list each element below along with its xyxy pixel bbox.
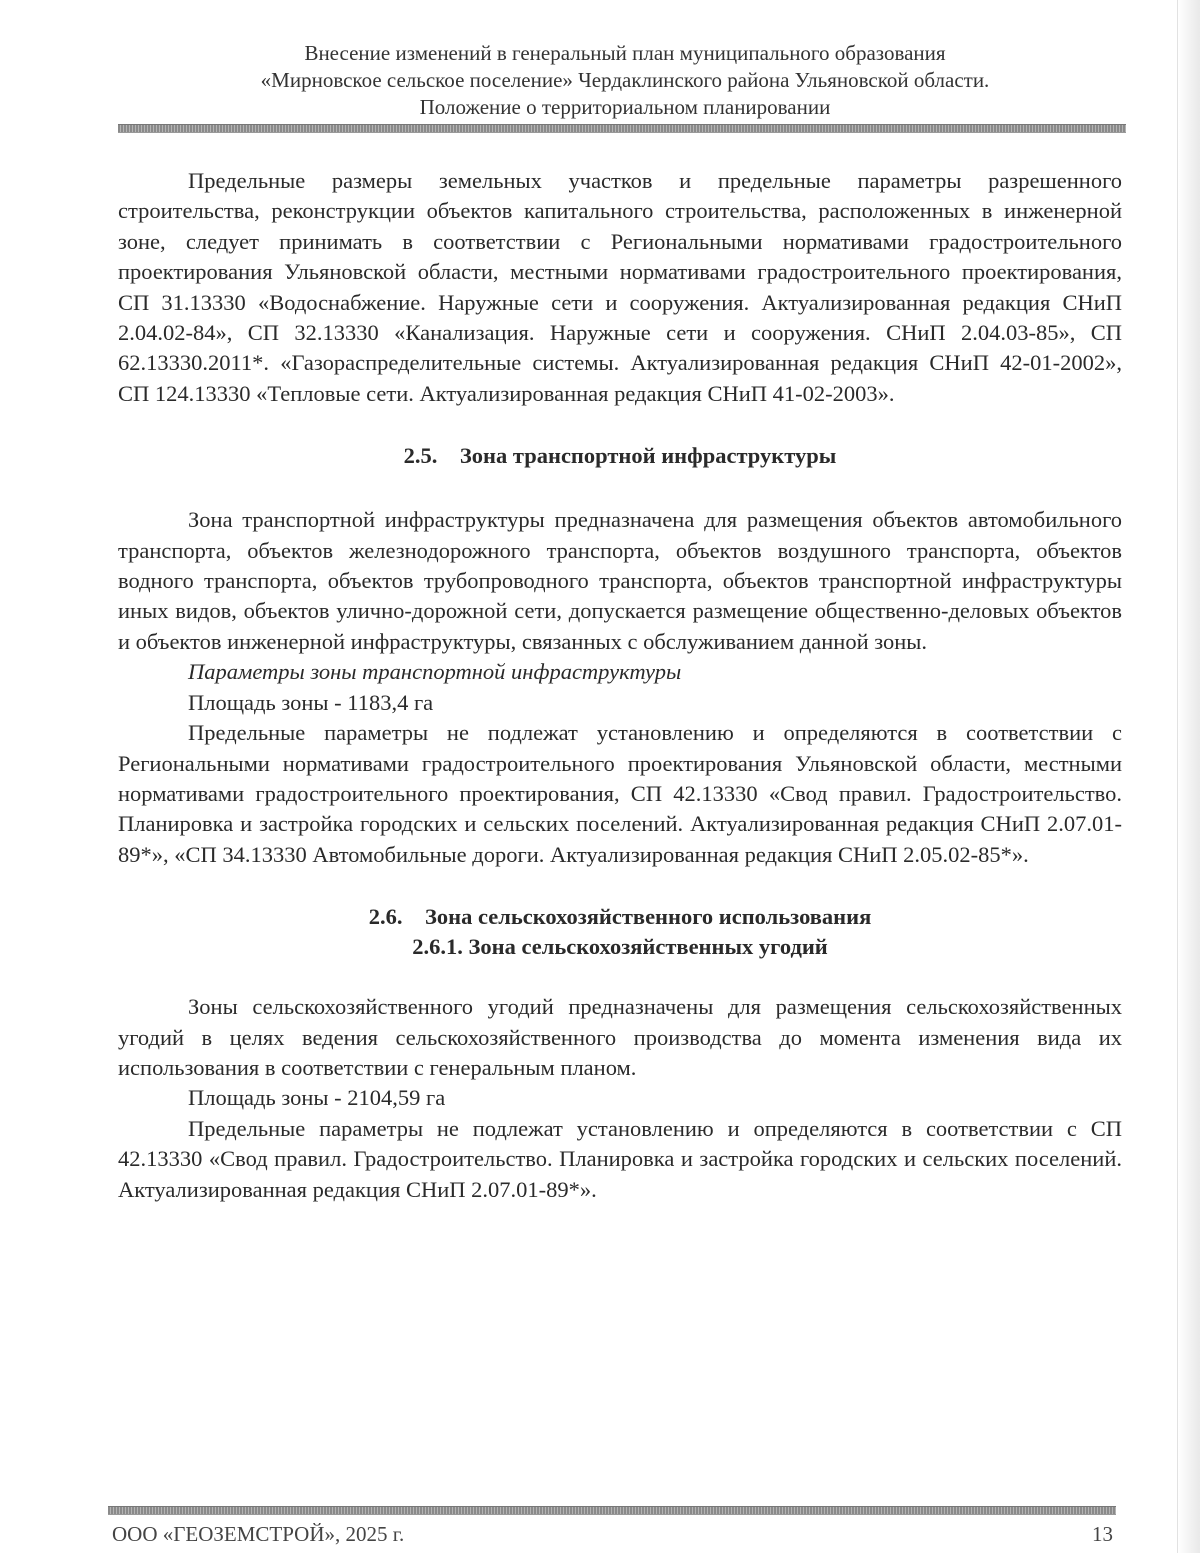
section-2-6-description: Зоны сельскохозяйственного угодий предназначены для размещения сельскохозяйственных угодий в целях ведения сельскохозяйственного производства до момента изменения вида их использования в соответствии с генеральным планом. xyxy=(118,994,1122,1080)
intro-paragraph: Предельные размеры земельных участков и предельные параметры разрешенного строительства, реконструкции объектов капитального строительства, расположенных в инженерной зоне, следует принимать в соответствии с Региональными нормативами градостроительного проектирования Ульяновской области, местными нормативами градостроительного проектирования, СП 31.13330 «Водоснабжение. Наружные сети и сооружения. Актуализированная редакция СНиП 2.04.02-84», СП 32.13330 «Канализация. Наружные сети и сооружения. СНиП 2.04.03-85», СП 62.13330.2011*. «Газораспределительные системы. Актуализированная редакция СНиП 42-01-2002», СП 124.13330 «Тепловые сети. Актуализированная редакция СНиП 41-02-2003». xyxy=(118,168,1122,406)
section-2-6-title: 2.6. Зона сельскохозяйственного использования xyxy=(368,904,872,930)
header-rule xyxy=(118,124,1126,133)
section-2-5-params-heading: Параметры зоны транспортной инфраструктуры xyxy=(188,659,682,685)
section-2-6-1-subtitle: 2.6.1. Зона сельскохозяйственных угодий xyxy=(412,934,828,960)
section-2-6-limits: Предельные параметры не подлежат установлению и определяются в соответствии с СП 42.13330 «Свод правил. Градостроительство. Планировка и застройка городских и сельских поселений. Актуализированная редакция СНиП 2.07.01-89*». xyxy=(118,1115,1122,1202)
section-2-5-title: 2.5. Зона транспортной инфраструктуры xyxy=(403,443,837,469)
scan-page-edge xyxy=(1177,0,1200,1553)
header-line-1: Внесение изменений в генеральный план муниципального образования xyxy=(304,41,946,65)
footer-company: ООО «ГЕОЗЕМСТРОЙ», 2025 г. xyxy=(112,1522,405,1546)
section-2-5-area: Площадь зоны - 1183,4 га xyxy=(188,689,434,715)
footer-rule xyxy=(108,1506,1116,1515)
document-body xyxy=(118,166,1122,1205)
page-number: 13 xyxy=(1092,1522,1113,1546)
header-line-3: Положение о территориальном планировании xyxy=(419,95,831,119)
section-2-5-limits: Предельные параметры не подлежат установлению и определяются в соответствии с Региональными нормативами градостроительного проектирования Ульяновской области, местными нормативами градостроительного проектирования, СП 42.13330 «Свод правил. Градостроительство. Планировка и застройка городских и сельских поселений. Актуализированная редакция СНиП 2.07.01-89*», «СП 34.13330 Автомобильные дороги. Актуализированная редакция СНиП 2.05.02-85*». xyxy=(118,720,1122,867)
section-2-5-description: Зона транспортной инфраструктуры предназначена для размещения объектов автомобильного транспорта, объектов железнодорожного транспорта, объектов воздушного транспорта, объектов водного транспорта, объектов трубопроводного транспорта, объектов транспортной инфраструктуры иных видов, объектов улично-дорожной сети, допускается размещение общественно-деловых объектов и объектов инженерной инфраструктуры, связанных с обслуживанием данной зоны. xyxy=(118,507,1122,654)
section-2-6-area: Площадь зоны - 2104,59 га xyxy=(188,1085,446,1111)
header-line-2: «Мирновское сельское поселение» Чердаклинского района Ульяновской области. xyxy=(260,68,990,92)
page-header xyxy=(100,40,1150,121)
